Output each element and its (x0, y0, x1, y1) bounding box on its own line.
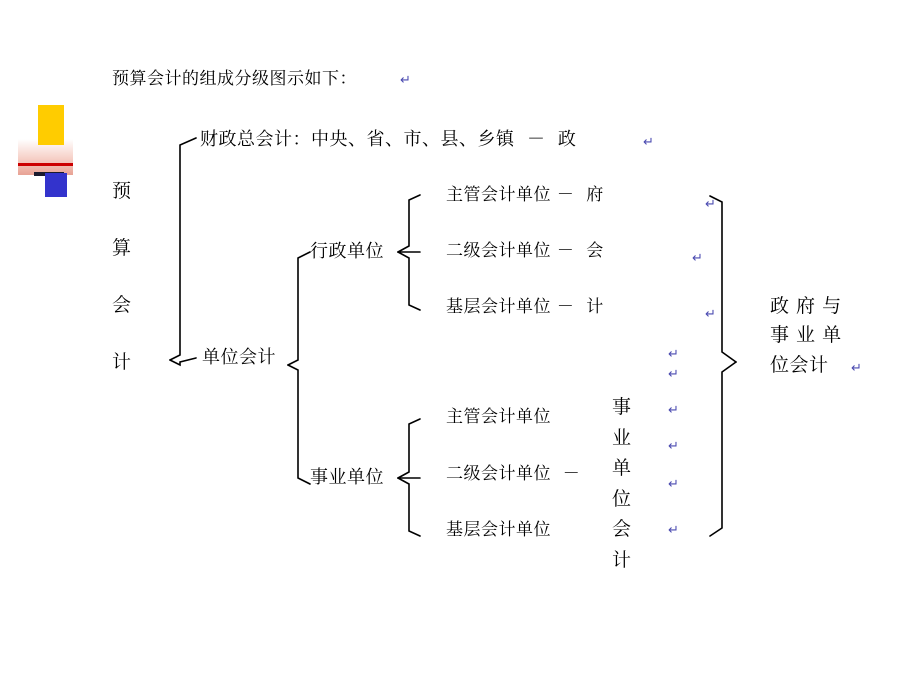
institution-item-2-pilcrow-mark: ↵ (668, 523, 679, 538)
node-public-finance-accounting: 财政总会计：中央、省、市、县、乡镇 － 政 (200, 129, 577, 150)
label-government-and-institutional-accounting (770, 292, 842, 380)
inst-vert-char-3: 位 (612, 487, 632, 510)
root-label-char-3: 计 (112, 351, 132, 373)
root-label-budget-accounting (112, 182, 131, 372)
inst-vert-char-4: 会 (612, 518, 632, 541)
page-title: 预算会计的组成分级图示如下： (112, 69, 357, 89)
admin-item-2-pilcrow-mark: ↵ (705, 307, 716, 322)
label-institutional-unit-accounting-vertical (612, 398, 631, 570)
right-label-pilcrow-mark: ↵ (851, 361, 862, 376)
logo-yellow-square (38, 105, 64, 145)
root-label-char-1: 算 (112, 237, 132, 259)
root-label-char-0: 预 (112, 180, 132, 202)
inst-vert-char-5: 计 (612, 548, 632, 571)
node-institutional-unit: 事业单位 (310, 467, 384, 488)
right-label-line-2: 位会计 (770, 353, 829, 376)
inst-vert-char-2: 单 (612, 457, 632, 480)
right-label-line-1: 事 业 单 (770, 324, 842, 347)
spacer-pilcrow-mark-0: ↵ (668, 347, 679, 362)
spacer-pilcrow-mark-1: ↵ (668, 367, 679, 382)
institution-item-0-pilcrow-mark: ↵ (668, 439, 679, 454)
admin-item-grassroots: 基层会计单位 － 计 (446, 297, 604, 317)
inst-vert-char-0: 事 (612, 396, 632, 418)
institution-item-secondary: 二级会计单位 － (446, 464, 581, 484)
spacer-pilcrow-mark-2: ↵ (668, 403, 679, 418)
institution-item-grassroots: 基层会计单位 (446, 520, 551, 540)
institution-item-supervising: 主管会计单位 (446, 407, 551, 427)
title-pilcrow-mark: ↵ (400, 73, 411, 88)
logo-blue-square (45, 173, 67, 197)
inst-vert-char-1: 业 (612, 426, 632, 449)
finance-line-pilcrow-mark: ↵ (643, 135, 654, 150)
right-label-line-0: 政 府 与 (770, 295, 842, 317)
node-administrative-unit: 行政单位 (310, 241, 384, 262)
logo-red-bar (18, 163, 73, 166)
admin-item-1-pilcrow-mark: ↵ (692, 251, 703, 266)
admin-item-0-pilcrow-mark: ↵ (705, 197, 716, 212)
admin-item-supervising: 主管会计单位 － 府 (446, 185, 604, 205)
root-label-char-2: 会 (112, 294, 132, 316)
node-unit-accounting: 单位会计 (202, 347, 276, 368)
decorative-logo (18, 105, 80, 200)
institution-item-1-pilcrow-mark: ↵ (668, 477, 679, 492)
admin-item-secondary: 二级会计单位 － 会 (446, 241, 604, 261)
